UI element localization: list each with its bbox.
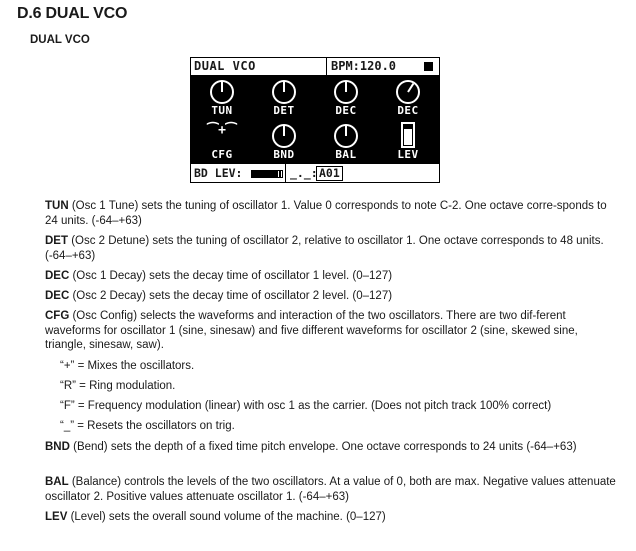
param-det: DET (Osc 2 Detune) sets the tuning of oscillator 2, relative to oscillator 1. One octave corresponds to 48 units. (-64–+63) (45, 235, 604, 262)
param-bal: BAL (Balance) controls the levels of the two oscillators. At a value of 0, both are max. Negative values attenuate oscillator 2. Positive values attenuate oscillator 1. (-64–+63) (45, 476, 616, 503)
lcd-screen (190, 57, 440, 183)
screen-footer (191, 164, 439, 182)
slider-lev (377, 120, 439, 164)
knob-grid (191, 76, 439, 164)
bd-lev-label: BD LEV: (194, 166, 243, 180)
screen-title: DUAL VCO (194, 59, 256, 73)
param-dec-2: DEC (Osc 2 Decay) sets the decay time of oscillator 2 level. (0–127) (45, 290, 393, 302)
footer-divider (285, 164, 286, 182)
slot-badge: A01 (316, 166, 343, 181)
screen-header (191, 58, 439, 76)
knob-label: BAL (335, 148, 357, 161)
bpm-readout: BPM:120.0 (331, 59, 397, 73)
knob-dec-1 (315, 76, 377, 120)
pattern-label: _._: (290, 166, 318, 180)
knob-icon (395, 78, 421, 104)
knob-cfg (191, 120, 253, 164)
knob-icon (271, 122, 297, 148)
knob-icon (271, 78, 297, 104)
bd-lev-meter-fill (251, 170, 278, 178)
knob-icon (333, 78, 359, 104)
param-tun: TUN (Osc 1 Tune) sets the tuning of oscillator 1. Value 0 corresponds to note C-2. One octave corre-sponds to 24 units. (-64–+63) (45, 200, 607, 227)
knob-tun (191, 76, 253, 120)
knob-label: DEC (397, 104, 419, 117)
param-dec-1: DEC (Osc 1 Decay) sets the decay time of oscillator 1 level. (0–127) (45, 270, 393, 282)
slider-icon (395, 122, 421, 148)
cfg-option-reset: “_” = Resets the oscillators on trig. (60, 420, 235, 432)
knob-icon (333, 122, 359, 148)
knob-icon (209, 78, 235, 104)
knob-bal (315, 120, 377, 164)
knob-label: BND (273, 148, 295, 161)
knob-label: TUN (211, 104, 233, 117)
param-cfg: CFG (Osc Config) selects the waveforms and interaction of the two oscillators. There are two dif-ferent waveforms for oscillator 1 (sine, sinesaw) and five different waveforms for oscillator 2 (sine, skewed sine, triangle, sinesaw, saw). (45, 310, 578, 351)
cfg-option-fm: “F” = Frequency modulation (linear) with osc 1 as the carrier. (Does not pitch track 100% correct) (60, 400, 552, 412)
cfg-symbol: ⁀+⁀ (207, 123, 237, 138)
knob-det (253, 76, 315, 120)
cfg-option-mix: “+” = Mixes the oscillators. (60, 360, 195, 372)
header-divider (326, 58, 327, 75)
param-lev: LEV (Level) sets the overall sound volume of the machine. (0–127) (45, 511, 386, 523)
knob-label: CFG (211, 148, 233, 161)
knob-bnd (253, 120, 315, 164)
param-bnd: BND (Bend) sets the depth of a fixed time pitch envelope. One octave corresponds to 24 units (-64–+63) (45, 441, 577, 453)
section-subheading: DUAL VCO (30, 34, 90, 46)
stop-icon (424, 62, 433, 71)
knob-dec-2 (377, 76, 439, 120)
knob-label: DEC (335, 104, 357, 117)
cfg-option-ring: “R” = Ring modulation. (60, 380, 176, 392)
section-heading: D.6 DUAL VCO (17, 5, 128, 22)
slider-label: LEV (397, 148, 419, 161)
knob-label: DET (273, 104, 295, 117)
